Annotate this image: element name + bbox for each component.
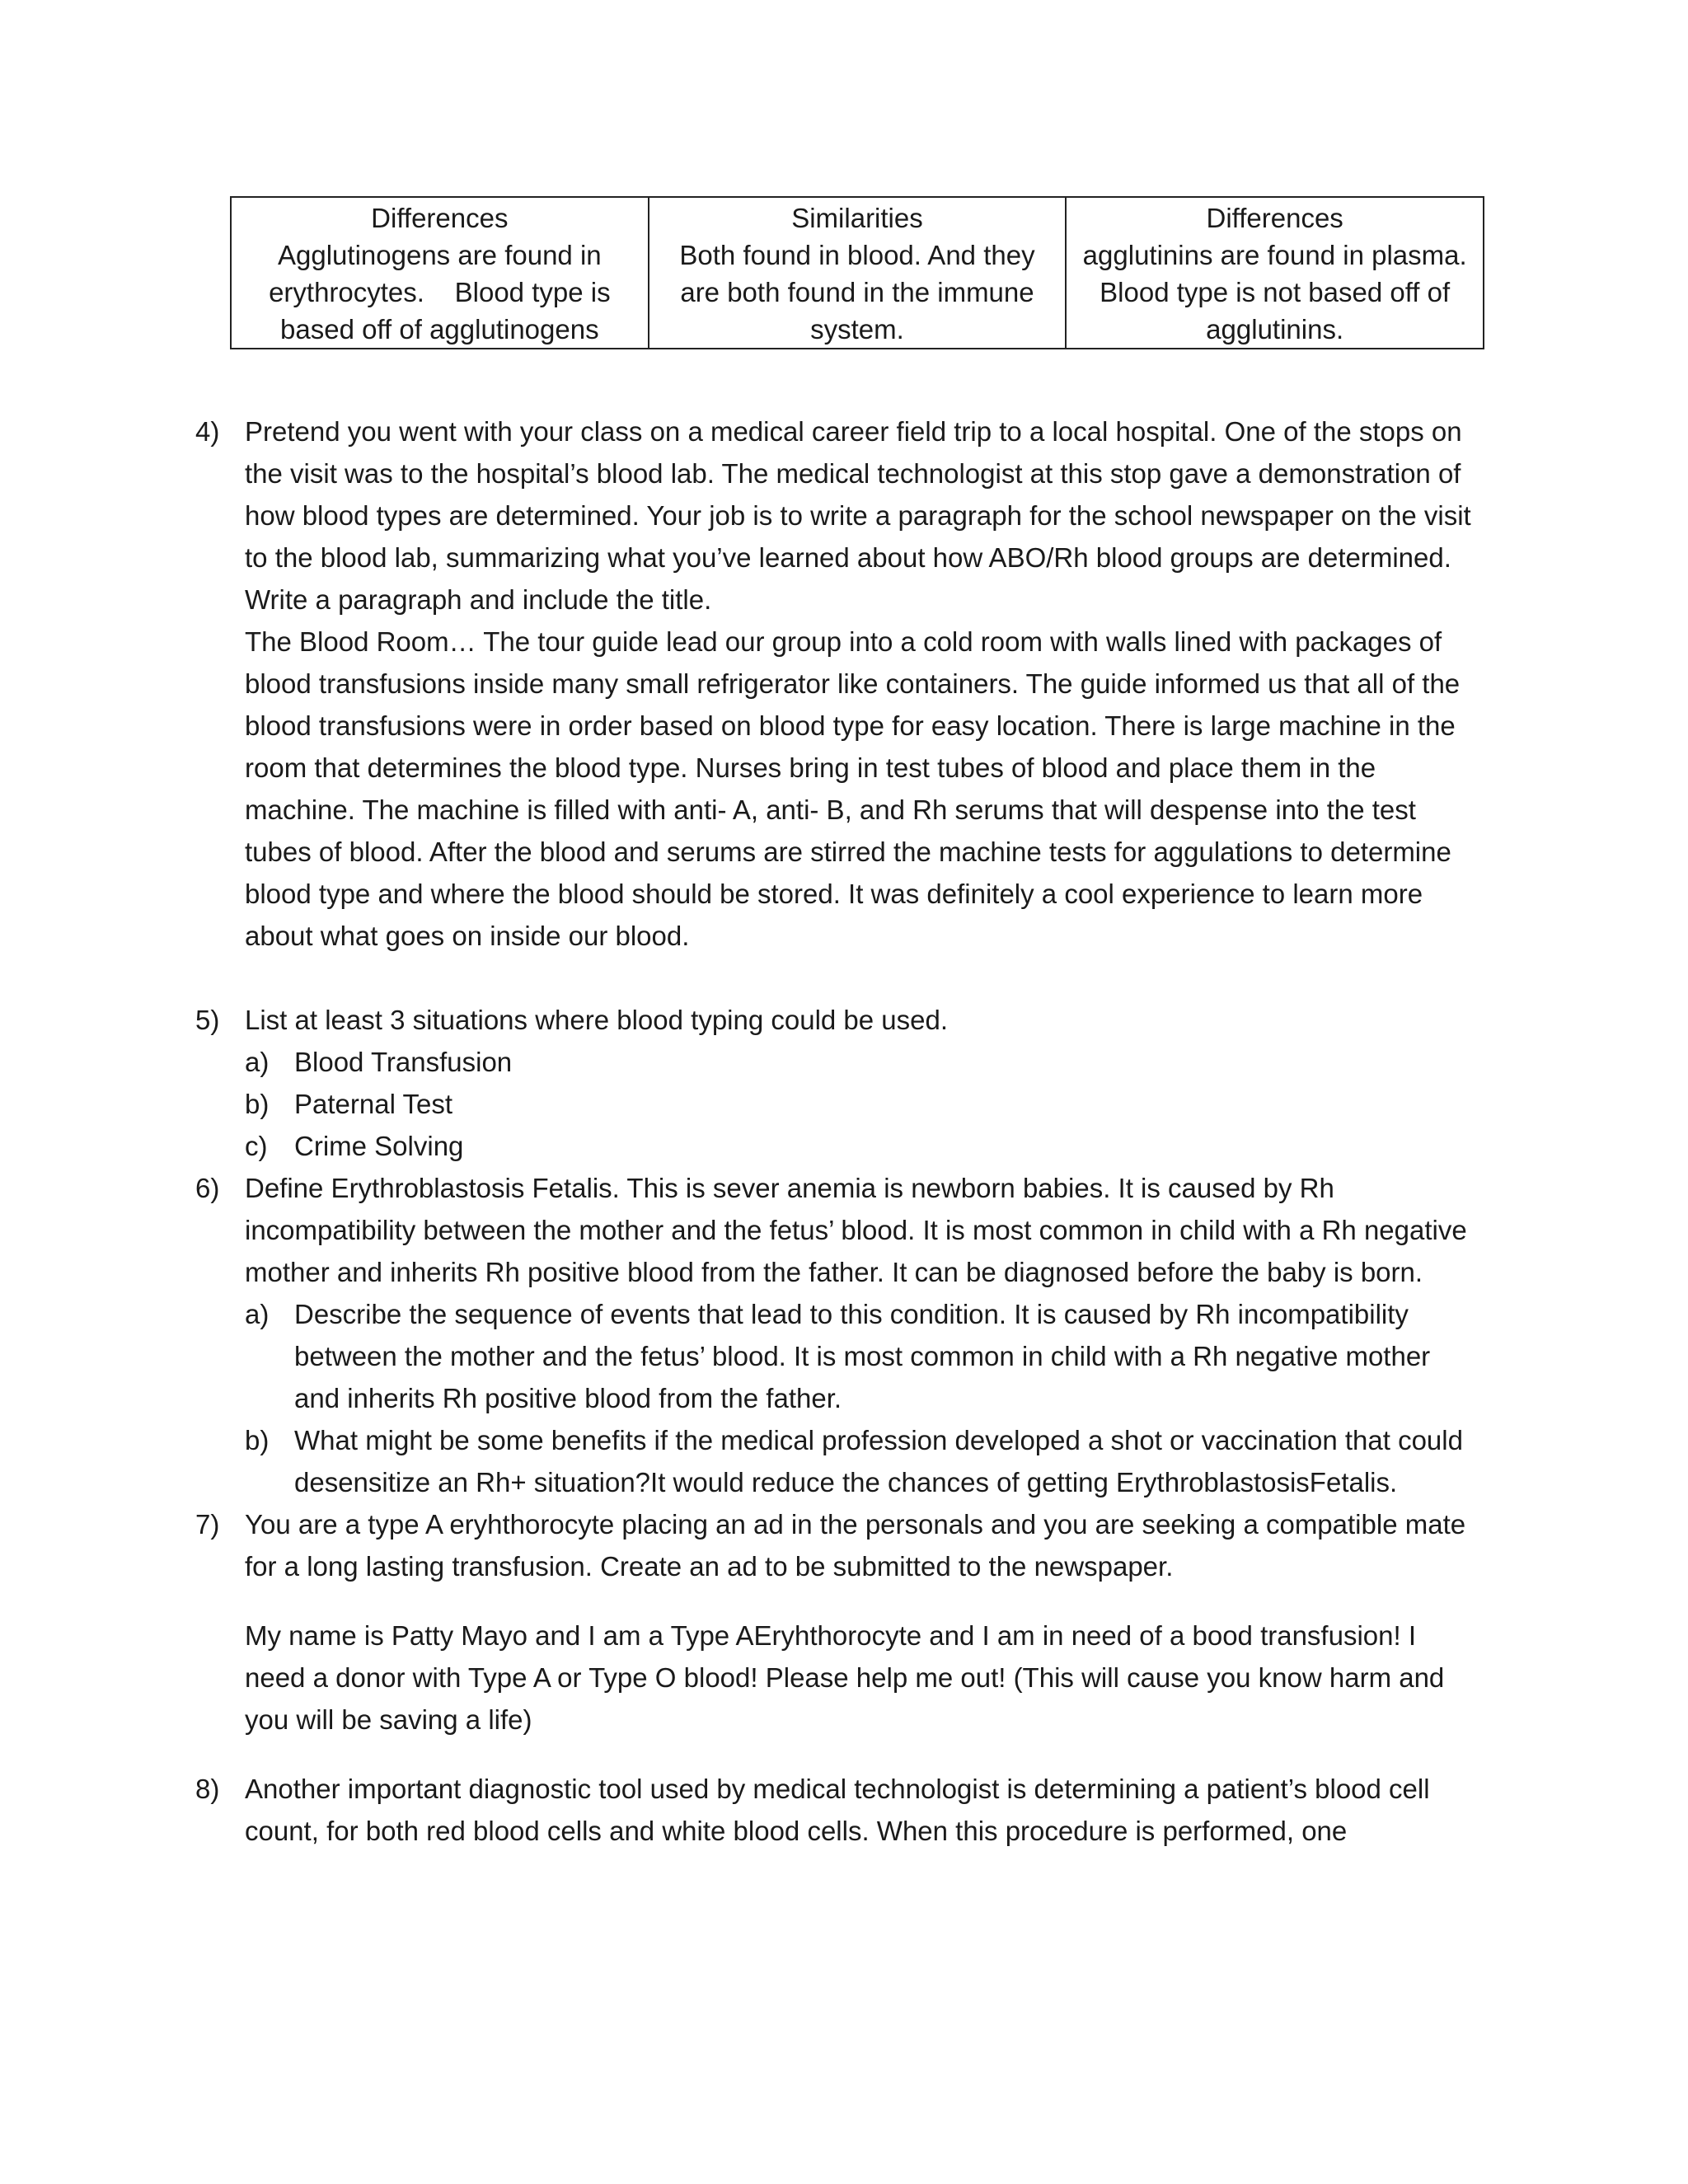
question-answer: The Blood Room… The tour guide lead our group into a cold room with walls lined with packages of blood transfusions inside many small refrigerator like containers. The guide informed us that all of the blood transfusions were in order based on blood type for easy location. There is large machine in the room that determines the blood type. Nurses bring in test tubes of blood and place them in the machine. The machine is filled with anti- A, anti- B, and Rh serums that will despense into the test tubes of blood. After the blood and serums are stirred the machine tests for aggulations to determine blood type and where the blood should be stored. It was definitely a cool experience to learn more about what goes on inside our blood.: [245, 626, 1461, 951]
question-prompt: Another important diagnostic tool used by medical technologist is determining a patient’s blood cell count, for both red blood cells and white blood cells. When this procedure is performed, one: [245, 1774, 1430, 1846]
table-cell-differences-left: [231, 197, 649, 349]
list-item-label: b): [245, 1425, 270, 1455]
list-item: [245, 1041, 1481, 1083]
list-item-label: a): [245, 1047, 270, 1077]
list-item: [245, 1083, 1481, 1125]
column-header: Differences: [1206, 203, 1343, 233]
list-item-text: Paternal Test: [294, 1089, 453, 1119]
column-header: Differences: [371, 203, 509, 233]
question-number: 5): [195, 1005, 220, 1035]
list-item-text: Crime Solving: [294, 1131, 464, 1161]
question-7: [195, 1503, 1481, 1741]
question-prompt: You are a type A eryhthorocyte placing an ad in the personals and you are seeking a compatible mate for a long lasting transfusion. Create an ad to be submitted to the newspaper.: [245, 1509, 1466, 1582]
list-item-label: c): [245, 1131, 268, 1161]
question-prompt: Pretend you went with your class on a medical career field trip to a local hospital. One of the stops on the visit was to the hospital’s blood lab. The medical technologist at this stop gave a demonstration of how blood types are determined. Your job is to write a paragraph for the school newspaper on the visit to the blood lab, summarizing what you’ve learned about how ABO/Rh blood groups are determined. Write a paragraph and include the title.: [245, 416, 1471, 615]
list-item-label: b): [245, 1089, 270, 1119]
question-5: [195, 999, 1481, 1167]
question-8: [195, 1768, 1481, 1852]
table-row: [231, 197, 1484, 349]
cell-text: Agglutinogens are found in erythrocytes. Blood type is based off of agglutinogens: [269, 240, 618, 344]
comparison-table: [230, 196, 1484, 349]
worksheet-content: [195, 410, 1481, 1852]
list-item: [245, 1125, 1481, 1167]
question-prompt: Define Erythroblastosis Fetalis. This is sever anemia is newborn babies. It is caused by Rh incompatibility between the mother and the fetus’ blood. It is most common in child with a Rh negative mother and inherits Rh positive blood from the father. It can be diagnosed before the baby is born.: [245, 1173, 1467, 1287]
list-item: [245, 1419, 1481, 1503]
question-6: [195, 1167, 1481, 1503]
table-cell-similarities: [649, 197, 1067, 349]
question-prompt: List at least 3 situations where blood typing could be used.: [245, 1005, 949, 1035]
list-item-label: a): [245, 1299, 270, 1329]
question-number: 7): [195, 1509, 220, 1540]
cell-text: Both found in blood. And they are both found in the immune system.: [679, 240, 1035, 344]
question-answer: My name is Patty Mayo and I am a Type AEryhthorocyte and I am in need of a bood transfusion! I need a donor with Type A or Type O blood! Please help me out! (This will cause you know harm and you will be saving a life): [245, 1620, 1445, 1735]
list-item: [245, 1293, 1481, 1419]
question-number: 4): [195, 416, 220, 447]
cell-text: agglutinins are found in plasma. Blood type is not based off of agglutinins.: [1082, 240, 1467, 344]
list-item-text: Blood Transfusion: [294, 1047, 513, 1077]
question-4: [195, 410, 1481, 957]
list-item-text: What might be some benefits if the medical profession developed a shot or vaccination that could desensitize an Rh+ situation?It would reduce the chances of getting ErythroblastosisFetalis.: [294, 1425, 1463, 1497]
list-item-text: Describe the sequence of events that lead to this condition. It is caused by Rh incompatibility between the mother and the fetus’ blood. It is most common in child with a Rh negative mother and inherits Rh positive blood from the father.: [294, 1299, 1431, 1413]
question-number: 6): [195, 1173, 220, 1203]
table-cell-differences-right: [1066, 197, 1484, 349]
column-header: Similarities: [791, 203, 923, 233]
question-number: 8): [195, 1774, 220, 1804]
